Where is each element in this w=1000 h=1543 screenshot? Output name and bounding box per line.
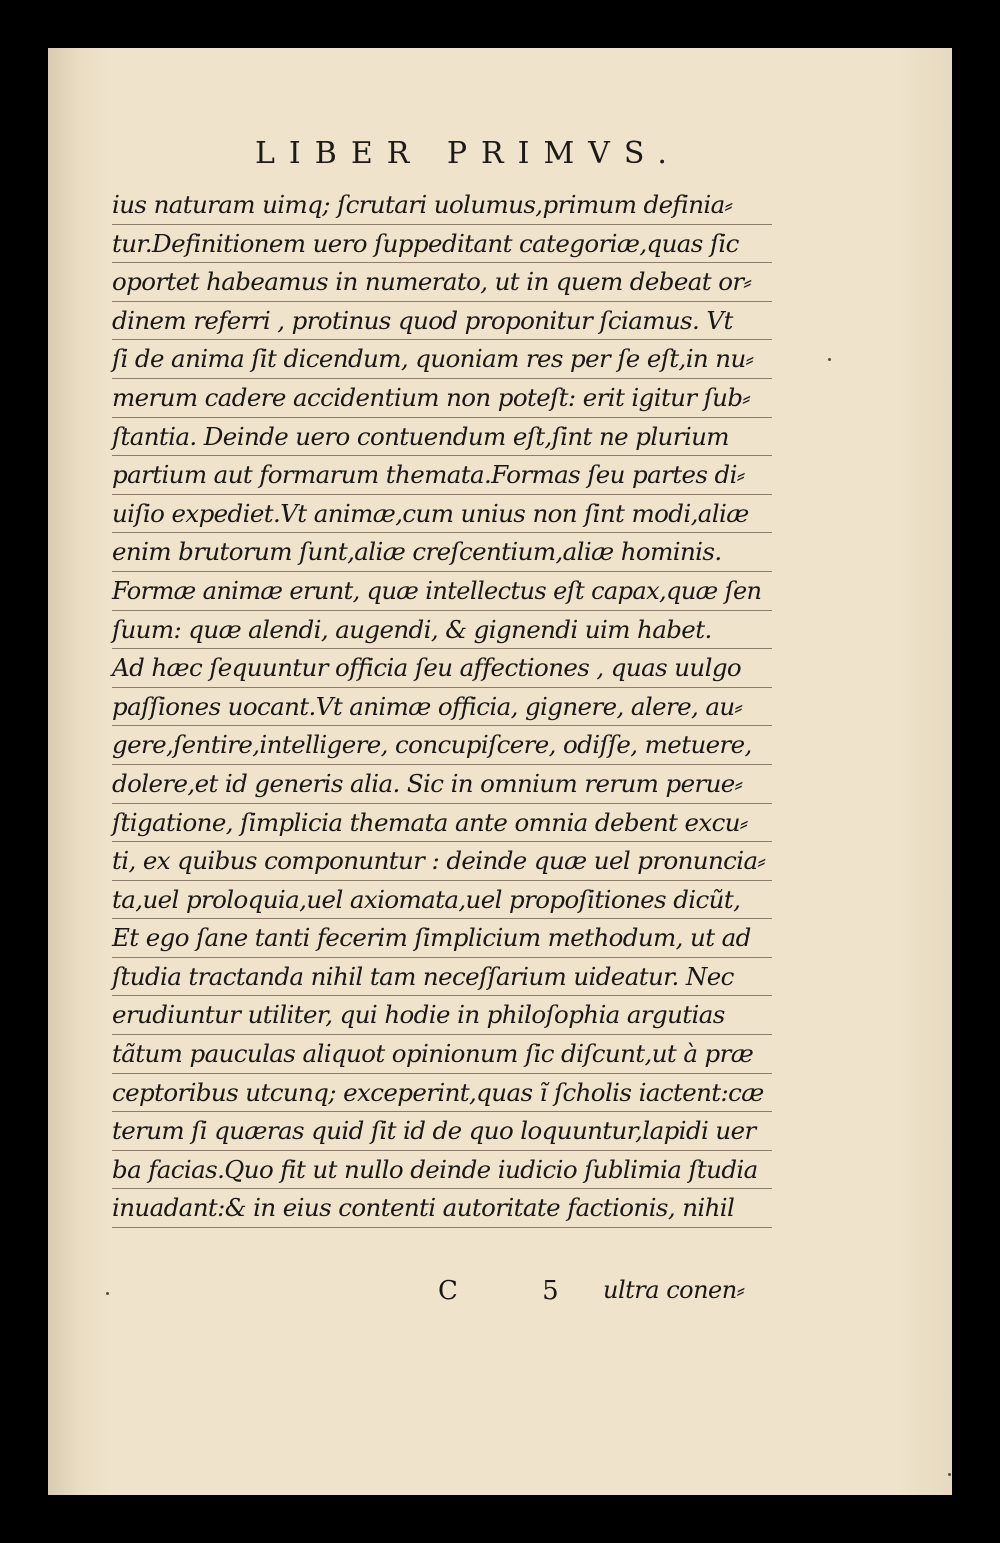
text-line: ba facias.Quo fit ut nullo deinde iudicio ſublimia ſtudia [112, 1151, 772, 1190]
text-line: Et ego ſane tanti fecerim ſimplicium methodum, ut ad [112, 919, 772, 958]
text-line: gere,ſentire,intelligere, concupiſcere, odiſſe, metuere, [112, 726, 772, 765]
text-line: merum cadere accidentium non poteſt: erit igitur ſub⸗ [112, 379, 772, 418]
text-line: tãtum pauculas aliquot opinionum ſic diſcunt,ut à præ [112, 1035, 772, 1074]
text-line: ſi de anima ſit dicendum, quoniam res per ſe eſt,in nu⸗ [112, 340, 772, 379]
book-page [48, 48, 952, 1495]
text-line: ta,uel proloquia,uel axiomata,uel propoſitiones dicũt, [112, 881, 772, 920]
text-line: Ad hæc ſequuntur officia ſeu affectiones , quas uulgo [112, 649, 772, 688]
text-line: ſtantia. Deinde uero contuendum eſt,ſint ne plurium [112, 418, 772, 457]
text-line: partium aut formarum themata.Formas ſeu partes di⸗ [112, 456, 772, 495]
paper-speck [948, 1473, 951, 1476]
text-line: ſtudia tractanda nihil tam neceſſarium uideatur. Nec [112, 958, 772, 997]
text-line: ſuum: quæ alendi, augendi, & gignendi uim habet. [112, 611, 772, 650]
text-line: uiſio expediet.Vt animæ,cum unius non ſint modi,aliæ [112, 495, 772, 534]
text-line: ius naturam uimq; ſcrutari uolumus,primum definia⸗ [112, 186, 772, 225]
running-head: LIBER PRIMVS. [255, 136, 681, 171]
signature-mark: C 5 [438, 1276, 597, 1306]
text-line: inuadant:& in eius contenti autoritate factionis, nihil [112, 1189, 772, 1228]
paper-speck [106, 1292, 109, 1295]
body-text [112, 186, 772, 1228]
text-line: ceptoribus utcunq; exceperint,quas ĩ ſcholis iactent:cæ [112, 1074, 772, 1113]
text-line: ſtigatione, ſimplicia themata ante omnia debent excu⸗ [112, 804, 772, 843]
catchword: ultra conen⸗ [603, 1276, 745, 1304]
text-line: oportet habeamus in numerato, ut in quem debeat or⸗ [112, 263, 772, 302]
text-line: dinem referri , protinus quod proponitur ſciamus. Vt [112, 302, 772, 341]
text-line: terum ſi quæras quid ſit id de quo loquuntur,lapidi uer [112, 1112, 772, 1151]
text-line: Formæ animæ erunt, quæ intellectus eſt capax,quæ ſen [112, 572, 772, 611]
text-line: tur.Definitionem uero ſuppeditant categoriæ,quas ſic [112, 225, 772, 264]
text-line: erudiuntur utiliter, qui hodie in philoſophia argutias [112, 996, 772, 1035]
text-line: ti, ex quibus componuntur : deinde quæ uel pronuncia⸗ [112, 842, 772, 881]
text-line: dolere,et id generis alia. Sic in omnium rerum peruе⸗ [112, 765, 772, 804]
paper-speck [828, 358, 831, 361]
text-line: enim brutorum ſunt,aliæ creſcentium,aliæ hominis. [112, 533, 772, 572]
text-line: paſſiones uocant.Vt animæ officia, gignere, alere, au⸗ [112, 688, 772, 727]
